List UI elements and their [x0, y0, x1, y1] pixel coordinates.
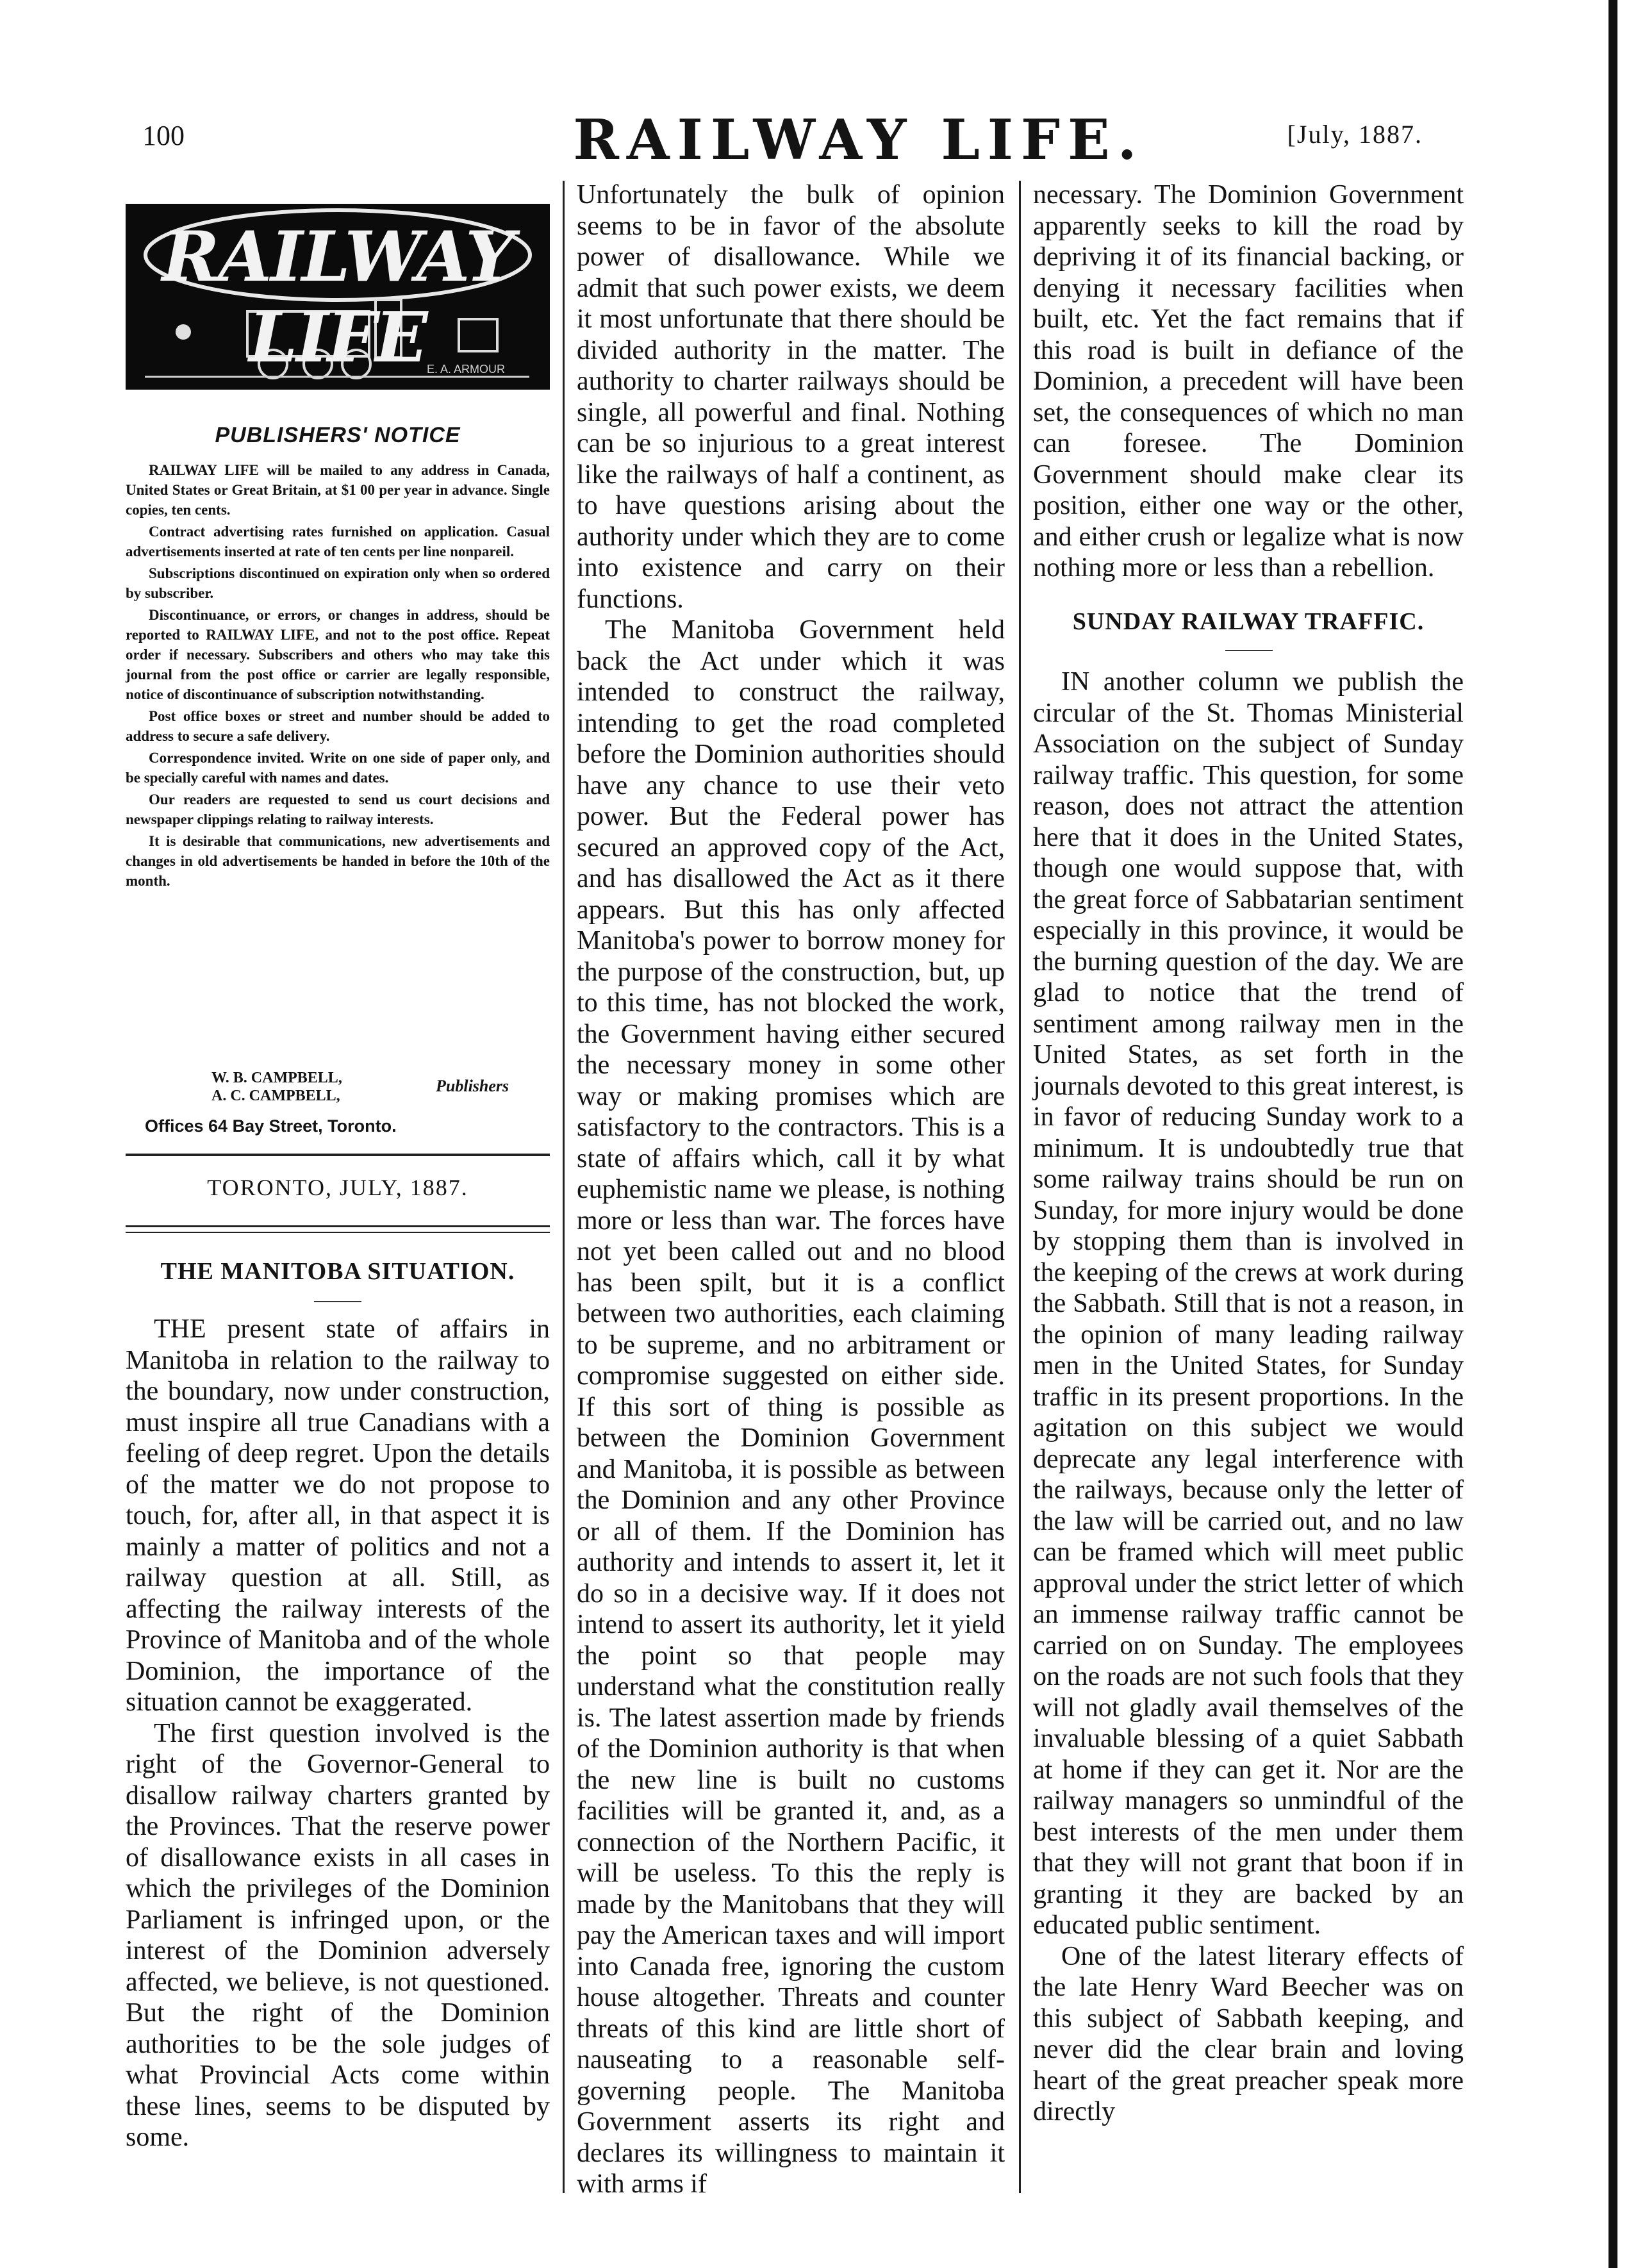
offices-address: Offices 64 Bay Street, Toronto. — [145, 1116, 397, 1136]
railway-life-logo — [126, 204, 550, 390]
column-rule-2 — [1019, 181, 1021, 2193]
article-headline: THE MANITOBA SITUATION. — [160, 1258, 515, 1285]
notice-paragraph: RAILWAY LIFE will be mailed to any address in Canada, United States or Great Britain, at $1 00 per year in advance. Single copies, ten cents. — [126, 462, 550, 518]
article-column-3-continued — [1033, 666, 1464, 2128]
notice-paragraph: It is desirable that communications, new advertisements and changes in old advertisements be handed in before the 10th of the month. — [126, 833, 550, 889]
notice-paragraph: Subscriptions discontinued on expiration only when so ordered by subscriber. — [126, 565, 550, 601]
article-paragraph: THE present state of affairs in Manitoba in relation to the railway to the boundary, now under construction, must inspire all true Canadians with a feeling of deep regret. Upon the details of the matter we do not propose to touch, for, after all, in that aspect it is mainly a matter of politics and not a railway question at all. Still, as affecting the railway interests of the Province of Manitoba and of the whole Dominion, the importance of the situation cannot be exaggerated. — [126, 1314, 550, 1717]
notice-paragraph: Contract advertising rates furnished on application. Casual advertisements inserted at rate of ten cents per line nonpareil. — [126, 524, 550, 559]
article-paragraph: Unfortunately the bulk of opinion seems to be in favor of the absolute power of disallowance. While we admit that such power exists, we deem it most unfortunate that there should be divided authority in the matter. The authority to charter railways should be single, all powerful and final. Nothing can be so injurious to a great interest like the railways of half a continent, as to have questions arising about the authority under which they are to come into existence and carry on their functions. — [577, 180, 1005, 614]
article-paragraph: The Manitoba Government held back the Act under which it was intended to construct the railway, intending to get the road completed before the Dominion authorities should have any chance to use their veto power. But the Federal power has secured an approved copy of the Act, and has disallowed the Act as it there appears. But this has only affected Manitoba's power to borrow money for the purpose of the construction, but, up to this time, has not blocked the work, the Government having either secured the necessary money in some other way or making promises which are satisfactory to the contractors. This is a state of affairs which, call it by what euphemistic name we please, is nothing more or less than war. The forces have not yet been called out and no blood has been spilt, but it is a conflict between two authorities, each claiming to be supreme, and no arbitrament or compromise suggested on either side. If this sort of thing is possible as between the Dominion Government and Manitoba, it is possible as between the Dominion and any other Province or all of them. If the Dominion has authority and intends to assert it, let it do so in a decisive way. If it does not intend to assert its authority, let it yield the point so that people may understand what the constitution really is. The latest assertion made by friends of the Dominion authority is that when the new line is built no customs facilities will be granted it, and, as a connection of the Northern Pacific, it will be useless. To this the reply is made by the Manitobans that they will pay the American taxes and will import into Canada free, ignoring the custom house altogether. Threats and counter threats of this kind are little short of nauseating to a reasonable self-governing people. The Manitoba Government asserts its right and declares its willingness to maintain it with arms if — [577, 615, 1005, 2199]
notice-paragraph: Discontinuance, or errors, or changes in address, should be reported to RAILWAY LIFE, and not to the post office. Repeat order if necessary. Subscribers and others who may take this journal from the post office or carrier are legally responsible, notice of discontinuance of subscription notwithstanding. — [126, 607, 550, 702]
masthead-title: RAILWAY LIFE. — [573, 108, 1145, 172]
article-headline: SUNDAY RAILWAY TRAFFIC. — [1072, 608, 1425, 635]
notice-paragraph: Our readers are requested to send us court decisions and newspaper clippings relating to railway interests. — [126, 791, 550, 827]
notice-paragraph: Correspondence invited. Write on one side of paper only, and be specially careful with names and dates. — [126, 750, 550, 786]
notice-paragraph: Post office boxes or street and number should be added to address to secure a safe delivery. — [126, 708, 550, 744]
article-column-3 — [1033, 179, 1464, 584]
section-divider — [126, 1154, 550, 1156]
headline-dash — [314, 1301, 361, 1302]
article-paragraph: The first question involved is the right of the Governor-General to disallow railway charters granted by the Provinces. That the reserve power of disallowance exists in all cases in which the privileges of the Dominion Parliament is infringed upon, or the interest of the Dominion adversely affected, we believe, is not questioned. But the right of the Dominion authorities to be the sole judges of what Provincial Acts come within these lines, seems to be disputed by some. — [126, 1718, 550, 2152]
publishers-notice-title: PUBLISHERS' NOTICE — [215, 423, 461, 447]
article-paragraph: necessary. The Dominion Government apparently seeks to kill the road by depriving it of its financial backing, or denying it necessary facilities when built, etc. Yet the fact remains that if this road is built in defiance of the Dominion, a precedent will have been set, the consequences of which no man can foresee. The Dominion Government should make clear its position, either one way or the other, and either crush or legalize what is now nothing more or less than a rebellion. — [1033, 180, 1464, 583]
publishers-signature — [211, 1069, 342, 1105]
issue-date: [July, 1887. — [1287, 120, 1423, 149]
article-paragraph: One of the latest literary effects of the late Henry Ward Beecher was on this subject of Sabbath keeping, and never did the clear brain and loving heart of the great preacher speak more directly — [1033, 1941, 1464, 2126]
article-column-1 — [126, 1314, 550, 2153]
logo-wordmark: RAILWAY LIFE — [161, 217, 514, 378]
page-number: 100 — [142, 120, 185, 151]
logo-credit: E. A. ARMOUR — [427, 363, 506, 376]
section-divider — [126, 1225, 550, 1227]
headline-dash — [1225, 650, 1273, 651]
page-edge-bar — [1608, 0, 1617, 2268]
signature-line: A. C. CAMPBELL, — [211, 1088, 340, 1104]
section-divider — [126, 1232, 550, 1233]
article-paragraph: IN another column we publish the circular of the St. Thomas Ministerial Association on the subject of Sunday railway traffic. This question, for some reason, does not attract the attention here that it does in the United States, though one would suppose that, with the great force of Sabbatarian sentiment especially in this province, it would be the burning question of the day. We are glad to notice that the trend of sentiment among railway men in the United States, as set forth in the journals devoted to this great interest, is in favor of reducing Sunday work to a minimum. It is undoubtedly true that some railway trains should be run on Sunday, for more injury would be done by stopping them than is involved in the keeping of the crews at work during the Sabbath. Still that is not a reason, in the opinion of many leading railway men in the United States, for Sunday traffic in its present proportions. In the agitation on this subject we would deprecate any legal interference with the railways, because only the letter of the law will be carried out, and no law can be framed which will meet public approval under the strict letter of which an immense railway traffic cannot be carried on on Sunday. The employees on the roads are not such fools that they will not gladly avail themselves of the invaluable blessing of a quiet Sabbath at home if they can get it. Nor are the railway managers so unmindful of the best interests of the men under them that they will not grant that boon if in granting it they are backed by an educated public sentiment. — [1033, 667, 1464, 1940]
signature-line: W. B. CAMPBELL, — [211, 1070, 342, 1086]
signature-role: Publishers — [436, 1077, 509, 1095]
publishers-notice-body — [126, 460, 550, 893]
article-column-2 — [577, 179, 1005, 2200]
column-rule-1 — [563, 181, 565, 2193]
dateline: TORONTO, JULY, 1887. — [207, 1175, 468, 1200]
